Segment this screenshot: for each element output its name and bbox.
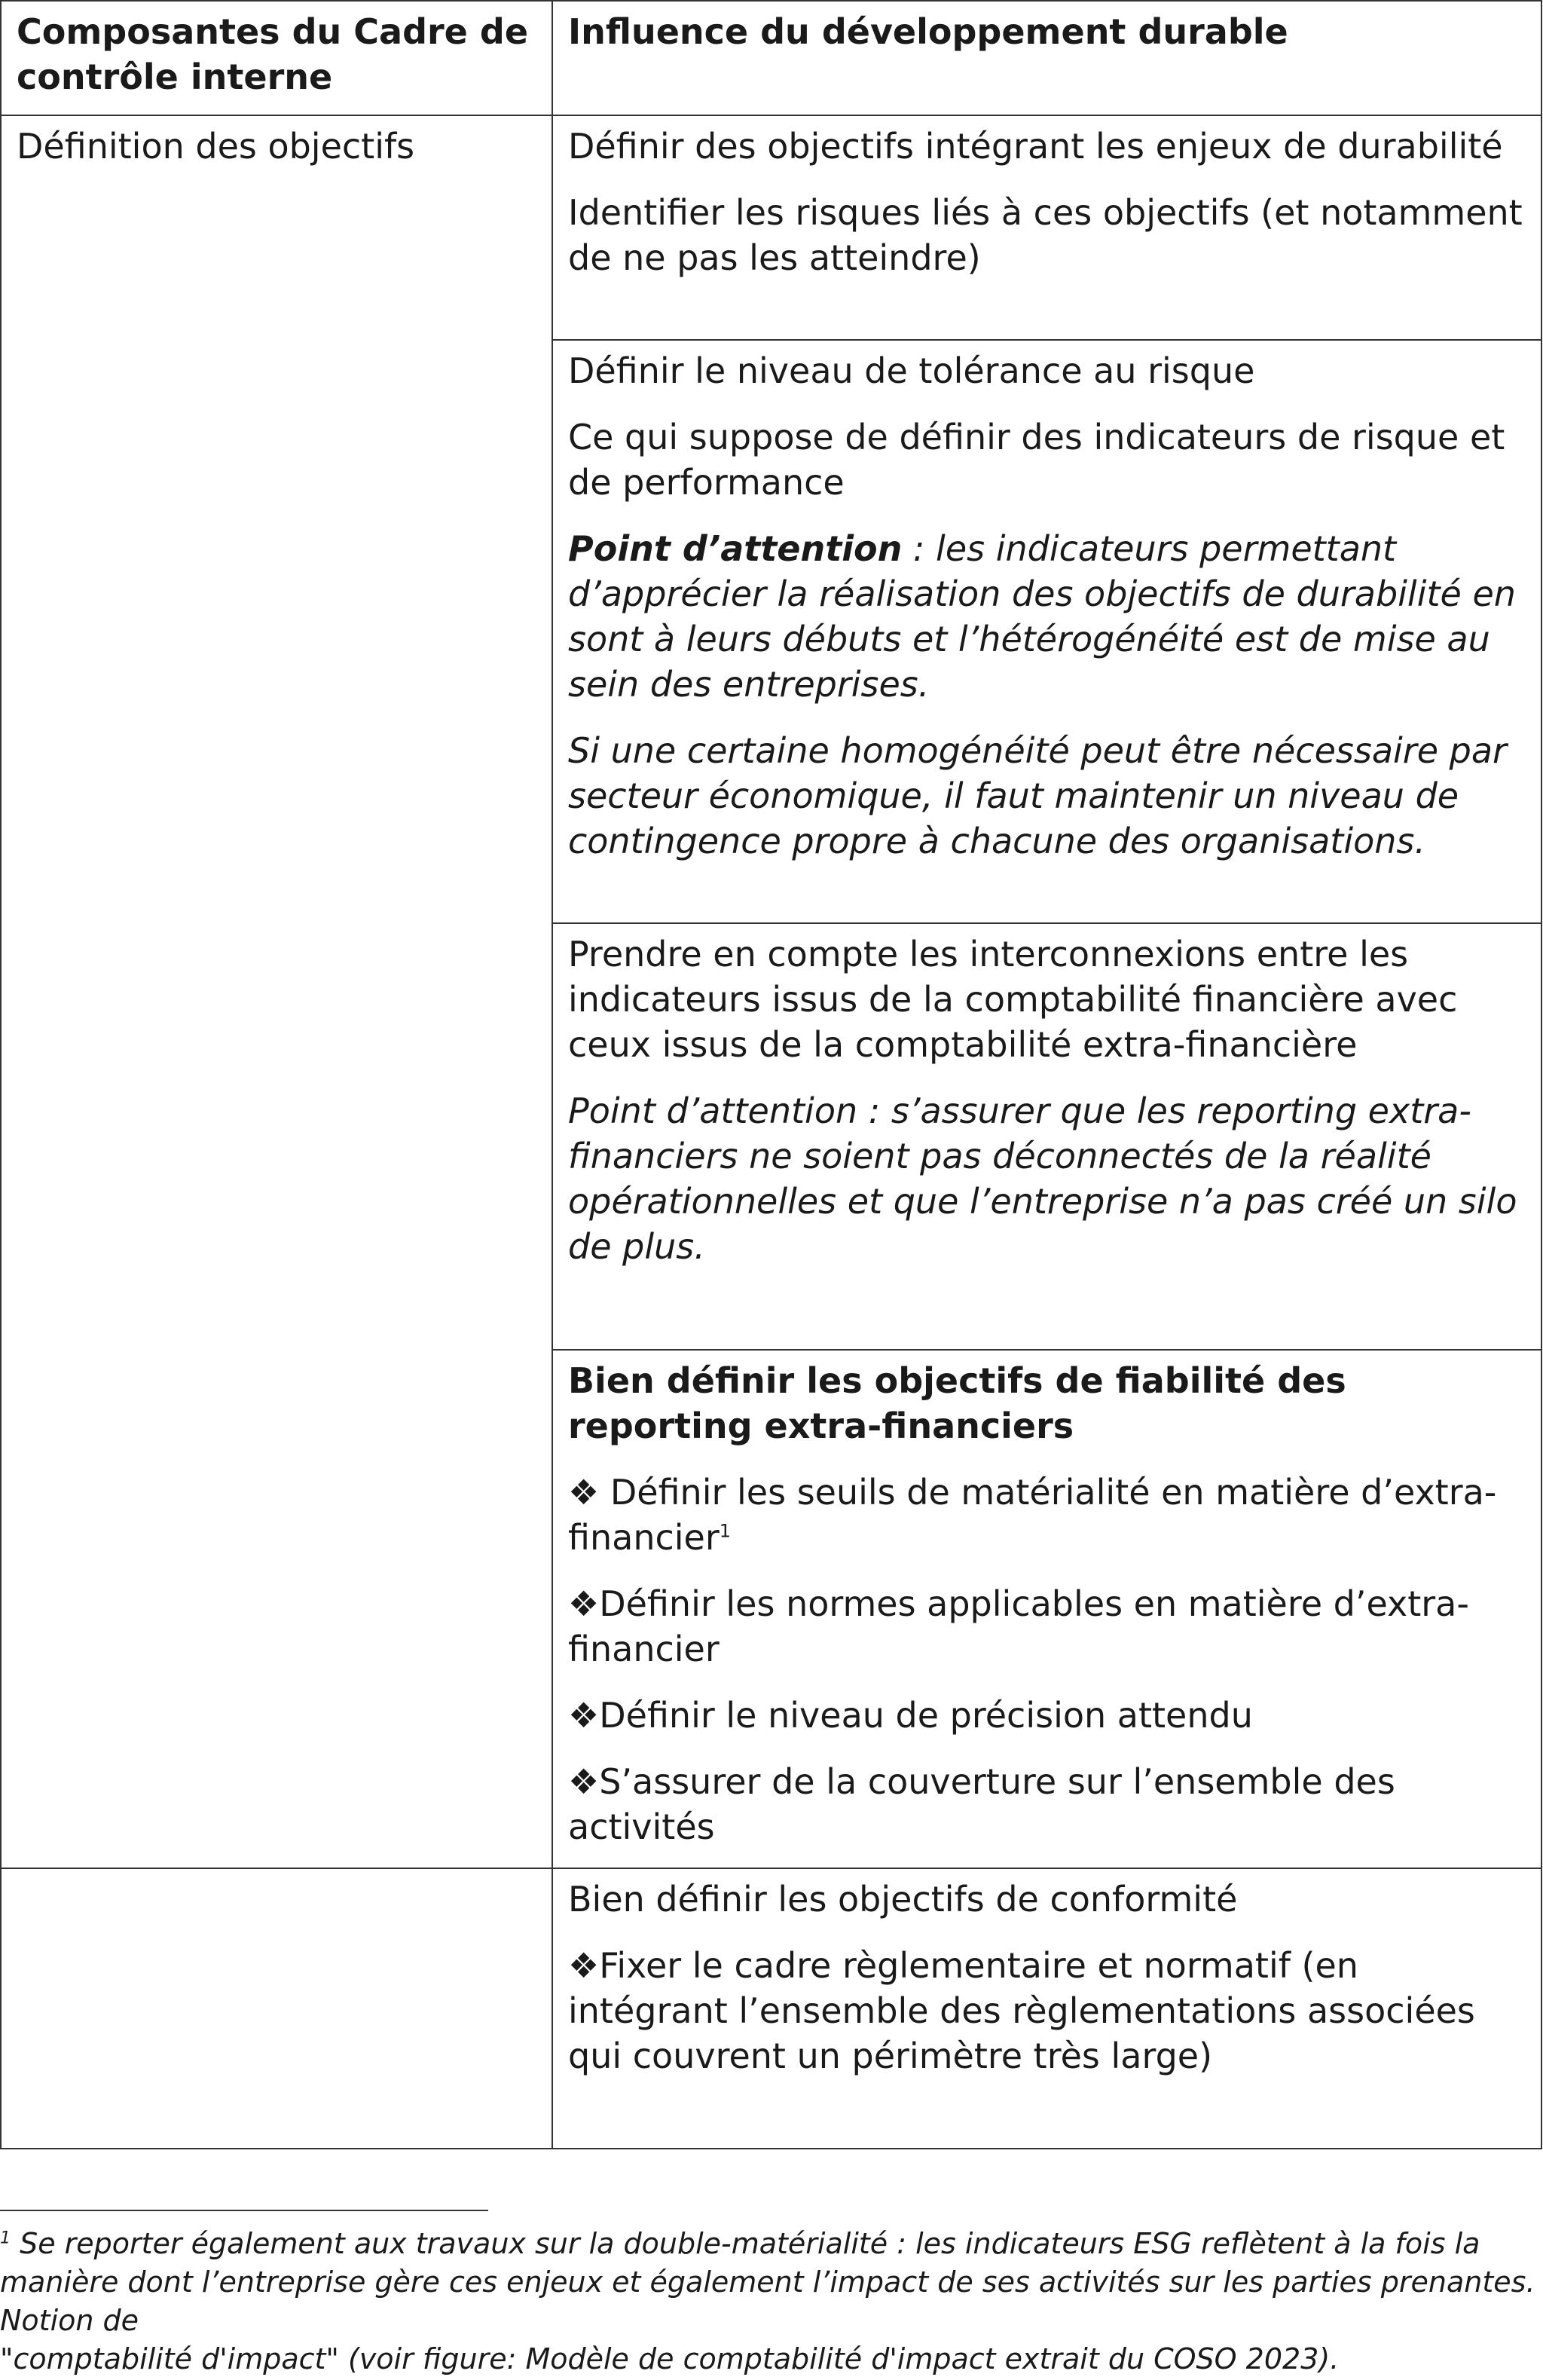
footnote-separator	[0, 2210, 488, 2211]
header-col-components: Composantes du Cadre de contrôle interne	[1, 1, 552, 115]
row2-attention-note	[568, 526, 1526, 707]
row2-content	[552, 340, 1541, 923]
table-header-row	[1, 1, 1541, 115]
row5-paragraph-2: ❖Fixer le cadre règlementaire et normatif (en intégrant l’ensemble des règlementations associées qui couvrent un périmètre très large)	[568, 1945, 1475, 2076]
row3-content	[552, 923, 1541, 1350]
row4-bullet-1	[568, 1470, 1526, 1560]
row4-content	[552, 1350, 1541, 1868]
row4-bullet-3: ❖Définir le niveau de précision attendu	[568, 1695, 1253, 1736]
table-row	[1, 1868, 1541, 2149]
row2-paragraph-2: Ce qui suppose de définir des indicateurs de risque et de performance	[568, 417, 1505, 503]
footnote-marker: 1	[0, 2229, 11, 2248]
footnote-ref: 1	[719, 1520, 732, 1542]
row5-content	[552, 1868, 1541, 2149]
attention-label: Point d’attention	[568, 528, 903, 569]
footnote-line-2: "comptabilité d'impact" (voir figure: Modèle de comptabilité d'impact extrait du COSO 2023).	[0, 2342, 1340, 2375]
row1-paragraph-1: Définir des objectifs intégrant les enjeux de durabilité	[568, 126, 1503, 167]
objectives-label: Définition des objectifs	[17, 126, 415, 167]
row1-paragraph-2: Identifier les risques liés à ces objectifs (et notamment de ne pas les atteindre)	[568, 192, 1523, 278]
row-label-objectives	[1, 115, 552, 1868]
table-row	[1, 115, 1541, 340]
row1-content	[552, 115, 1541, 340]
footnote-text: Se reporter également aux travaux sur la double-matérialité : les indicateurs ESG reflètent à la fois la manière dont l’entreprise gère ces enjeux et également l’impact de ses activités sur les parties prenantes. Notion de	[0, 2227, 1535, 2337]
bullet-1-text: ❖ Définir les seuils de matérialité en matière d’extra-financier	[568, 1472, 1497, 1558]
header-col-influence: Influence du développement durable	[552, 1, 1541, 115]
row5-label-empty	[1, 1868, 552, 2149]
row3-attention-note: Point d’attention : s’assurer que les reporting extra-financiers ne soient pas déconnectés de la réalité opérationnelles et que l’entreprise n’a pas créé un silo de plus.	[568, 1091, 1517, 1267]
row4-bullet-4: ❖S’assurer de la couverture sur l’ensemble des activités	[568, 1761, 1395, 1847]
row4-title: Bien définir les objectifs de fiabilité des reporting extra-financiers	[568, 1360, 1346, 1446]
row2-paragraph-1: Définir le niveau de tolérance au risque	[568, 350, 1255, 391]
row3-paragraph-1: Prendre en compte les interconnexions entre les indicateurs issus de la comptabilité financière avec ceux issus de la comptabilité extra-financière	[568, 934, 1458, 1065]
attention-text: : les indicateurs permettant d’apprécier la réalisation des objectifs de durabilité en sont à leurs débuts et l’hétérogénéité est de mise au sein des entreprises.	[568, 528, 1516, 705]
row5-paragraph-1: Bien définir les objectifs de conformité	[568, 1879, 1238, 1920]
footnote-line-1	[0, 2225, 1541, 2340]
row4-bullet-2: ❖Définir les normes applicables en matière d’extra-financier	[568, 1583, 1469, 1669]
footnote	[0, 2225, 1541, 2378]
row2-paragraph-4: Si une certaine homogénéité peut être nécessaire par secteur économique, il faut maintenir un niveau de contingence propre à chacune des organisations.	[568, 730, 1507, 861]
